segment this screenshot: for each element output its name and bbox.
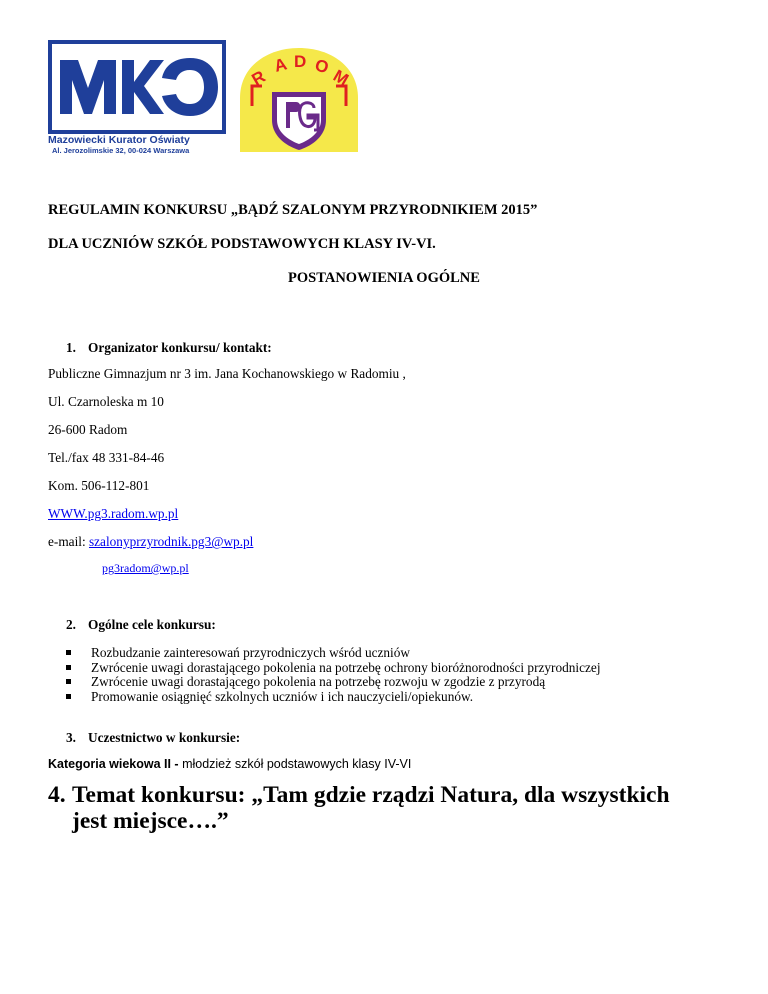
list-item	[66, 675, 601, 690]
section-2-heading	[66, 617, 216, 633]
category-value: młodzież szkół podstawowych klasy IV-VI	[178, 757, 412, 771]
section-1-number: 1.	[66, 340, 76, 355]
title-line-2: DLA UCZNIÓW SZKÓŁ PODSTAWOWYCH KLASY IV-VI.	[48, 236, 436, 252]
section-2-number: 2.	[66, 617, 76, 632]
section-4-line-2: jest miejsce….”	[72, 808, 229, 834]
email-link-2[interactable]: pg3radom@wp.pl	[102, 561, 189, 575]
goals-list	[66, 646, 601, 704]
email-link-1[interactable]: szalonyprzyrodnik.pg3@wp.pl	[88, 534, 254, 549]
radom-logo	[234, 46, 364, 152]
list-item	[66, 661, 601, 676]
section-4-number: 4.	[48, 782, 66, 808]
title-line-3: POSTANOWIENIA OGÓLNE	[288, 270, 480, 286]
svg-text:A: A	[272, 54, 289, 76]
email-line	[48, 534, 253, 550]
list-item	[66, 646, 601, 661]
category-line	[48, 757, 411, 771]
section-3-heading	[66, 730, 240, 746]
list-item-text: Zwrócenie uwagi dorastającego pokolenia na potrzebę ochrony bioróżnorodności przyrodniczej	[91, 659, 601, 675]
list-item	[66, 690, 601, 705]
svg-text:O: O	[312, 55, 331, 78]
list-item-text: Promowanie osiągnięć szkolnych uczniów i ich nauczycieli/opiekunów.	[91, 688, 474, 704]
list-item-text: Rozbudzanie zainteresowań przyrodniczych wśród uczniów	[91, 645, 411, 660]
mko-name: Mazowiecki Kurator Oświaty	[48, 134, 190, 146]
list-item-text: Zwrócenie uwagi dorastającego pokolenia na potrzebę rozwoju w zgodzie z przyrodą	[91, 674, 546, 689]
organizer-line-2: Ul. Czarnoleska m 10	[48, 394, 164, 409]
svg-text:M: M	[330, 66, 352, 90]
bullet-icon	[66, 694, 71, 699]
title-line-1: REGULAMIN KONKURSU „BĄDŹ SZALONYM PRZYRODNIKIEM 2015”	[48, 202, 538, 218]
radom-logo-graphic	[234, 46, 364, 152]
organizer-line-3: 26-600 Radom	[48, 422, 128, 437]
organizer-line-1: Publiczne Gimnazjum nr 3 im. Jana Kochanowskiego w Radomiu ,	[48, 366, 406, 381]
bullet-icon	[66, 679, 71, 684]
mko-caption	[48, 134, 228, 156]
section-4-heading	[48, 782, 748, 834]
section-2-title: Ogólne cele konkursu:	[88, 617, 216, 632]
website-link[interactable]: WWW.pg3.radom.wp.pl	[48, 506, 179, 521]
bullet-icon	[66, 650, 71, 655]
header-logos	[48, 40, 368, 155]
section-3-number: 3.	[66, 730, 76, 745]
organizer-line-4: Tel./fax 48 331-84-46	[48, 450, 165, 465]
email-label: e-mail:	[48, 534, 89, 549]
bullet-icon	[66, 665, 71, 670]
website-line	[48, 506, 178, 522]
svg-text:D: D	[294, 52, 307, 71]
organizer-line-5: Kom. 506-112-801	[48, 478, 150, 493]
section-4-line-1: Temat konkursu: „Tam gdzie rządzi Natura, dla wszystkich	[72, 782, 670, 808]
svg-text:R: R	[248, 66, 269, 90]
mko-logo-graphic	[52, 44, 222, 130]
category-label: Kategoria wiekowa II -	[48, 757, 179, 771]
section-1-title: Organizator konkursu/ kontakt:	[88, 340, 272, 355]
section-3-title: Uczestnictwo w konkursie:	[88, 730, 241, 745]
mko-logo	[48, 40, 226, 134]
section-1-heading	[66, 340, 272, 356]
email-line-2	[102, 561, 189, 576]
mko-address: Al. Jerozolimskie 32, 00-024 Warszawa	[52, 146, 190, 155]
